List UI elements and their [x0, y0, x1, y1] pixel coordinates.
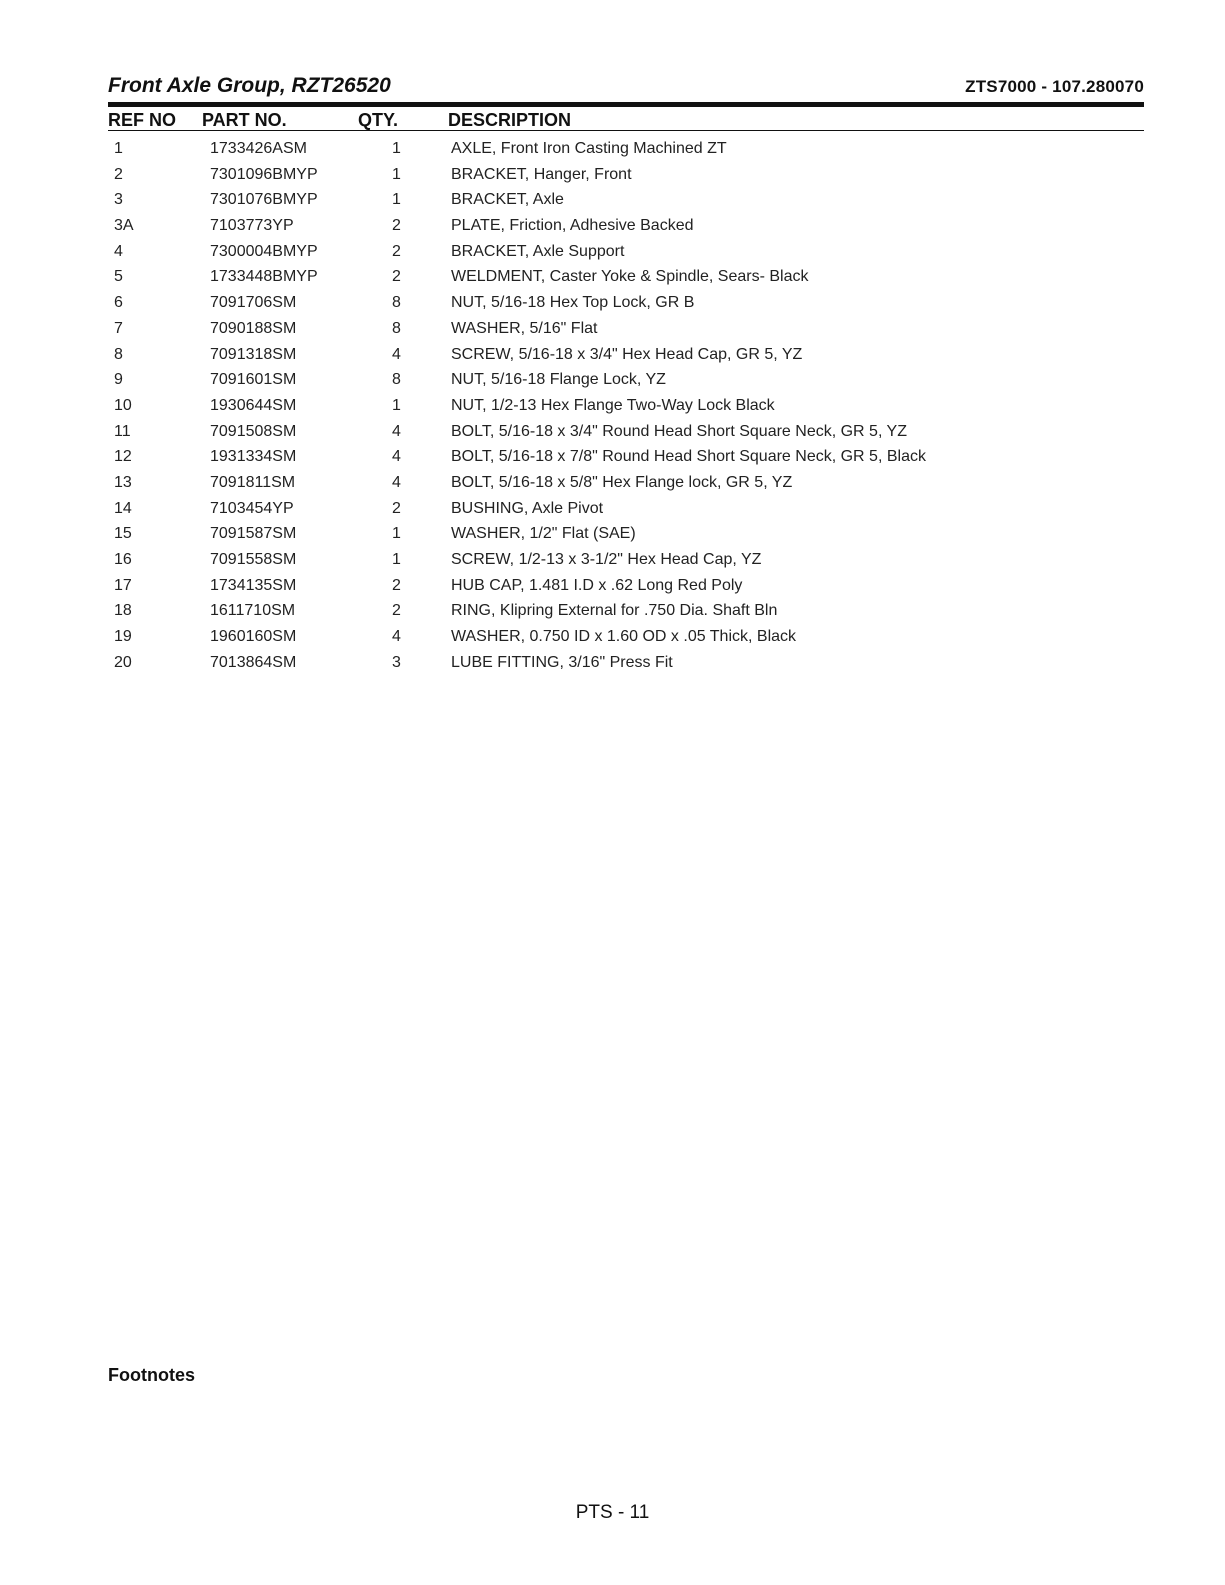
description-cell: BUSHING, Axle Pivot: [451, 499, 604, 517]
table-row: [108, 138, 1144, 164]
description-cell: BRACKET, Axle: [451, 191, 564, 209]
qty-cell: 1: [392, 396, 401, 414]
part-no-cell: 7091558SM: [210, 551, 297, 568]
description-cell: BOLT, 5/16-18 x 5/8" Hex Flange lock, GR 5, YZ: [451, 473, 793, 491]
ref-no-cell: 17: [114, 576, 132, 594]
description-cell: BOLT, 5/16-18 x 3/4" Round Head Short Square Neck, GR 5, YZ: [451, 422, 907, 440]
qty-cell: 2: [392, 499, 401, 517]
part-no-cell: 7091508SM: [210, 422, 297, 440]
description-cell: NUT, 1/2-13 Hex Flange Two-Way Lock Black: [451, 396, 775, 414]
part-no-cell: 7091601SM: [210, 371, 297, 389]
description-cell: BOLT, 5/16-18 x 7/8" Round Head Short Square Neck, GR 5, Black: [451, 448, 926, 466]
footnotes-label: Footnotes: [108, 1365, 195, 1385]
qty-cell: 2: [392, 602, 401, 620]
qty-cell: 1: [392, 191, 401, 209]
description-cell: WASHER, 5/16" Flat: [451, 319, 598, 337]
table-row: [108, 318, 1144, 344]
parts-table: [108, 138, 1144, 677]
table-row: [108, 421, 1144, 447]
table-row: [108, 652, 1144, 678]
ref-no-cell: 6: [114, 294, 123, 312]
ref-no-cell: 5: [114, 268, 123, 286]
table-row: [108, 241, 1144, 267]
description-cell: BRACKET, Hanger, Front: [451, 165, 632, 183]
table-row: [108, 626, 1144, 652]
ref-no-cell: 4: [114, 242, 123, 260]
table-row: [108, 549, 1144, 575]
description-cell: WASHER, 1/2" Flat (SAE): [451, 525, 636, 543]
qty-cell: 2: [392, 217, 401, 235]
page-header: [108, 74, 1144, 104]
table-row: [108, 266, 1144, 292]
ref-no-cell: 11: [114, 422, 131, 440]
ref-no-cell: 16: [114, 551, 132, 568]
ref-no-cell: 2: [114, 165, 123, 183]
description-cell: LUBE FITTING, 3/16" Press Fit: [451, 653, 673, 671]
header-divider: [108, 102, 1144, 107]
table-row: [108, 369, 1144, 395]
qty-cell: 1: [392, 551, 401, 568]
ref-no-cell: 7: [114, 319, 123, 337]
description-cell: AXLE, Front Iron Casting Machined ZT: [451, 140, 727, 157]
part-no-cell: 7091811SM: [210, 473, 296, 491]
table-row: [108, 600, 1144, 626]
qty-cell: 3: [392, 653, 401, 671]
qty-cell: 4: [392, 422, 401, 440]
description-cell: SCREW, 5/16-18 x 3/4" Hex Head Cap, GR 5, YZ: [451, 345, 803, 363]
table-row: [108, 189, 1144, 215]
description-cell: WELDMENT, Caster Yoke & Spindle, Sears- Black: [451, 268, 809, 286]
part-no-cell: 7091587SM: [210, 525, 297, 543]
table-row: [108, 498, 1144, 524]
ref-no-cell: 8: [114, 345, 123, 363]
part-no-cell: 1960160SM: [210, 628, 297, 646]
ref-no-cell: 13: [114, 473, 132, 491]
part-no-cell: 1931334SM: [210, 448, 297, 466]
description-cell: PLATE, Friction, Adhesive Backed: [451, 217, 694, 235]
description-cell: HUB CAP, 1.481 I.D x .62 Long Red Poly: [451, 576, 743, 594]
ref-no-cell: 19: [114, 628, 132, 646]
table-row: [108, 575, 1144, 601]
table-row: [108, 395, 1144, 421]
qty-cell: 4: [392, 473, 401, 491]
part-no-cell: 7091706SM: [210, 294, 297, 312]
qty-cell: 2: [392, 268, 401, 286]
part-no-cell: 1734135SM: [210, 576, 297, 594]
table-row: [108, 164, 1144, 190]
column-header-qty: QTY.: [358, 110, 399, 130]
description-cell: NUT, 5/16-18 Flange Lock, YZ: [451, 371, 666, 389]
qty-cell: 2: [392, 576, 401, 594]
part-no-cell: 1611710SM: [210, 602, 296, 620]
column-header-description: DESCRIPTION: [448, 110, 572, 130]
table-row: [108, 215, 1144, 241]
part-no-cell: 7013864SM: [210, 653, 297, 671]
part-no-cell: 7103454YP: [210, 499, 294, 517]
part-no-cell: 7091318SM: [210, 345, 297, 363]
column-header-divider: [108, 130, 1144, 131]
part-no-cell: 7301096BMYP: [210, 165, 318, 183]
column-header-ref-no: REF NO: [108, 110, 177, 130]
document-title: Front Axle Group, RZT26520: [108, 74, 391, 97]
qty-cell: 8: [392, 319, 401, 337]
description-cell: RING, Klipring External for .750 Dia. Shaft Bln: [451, 602, 778, 620]
ref-no-cell: 1: [114, 140, 123, 157]
description-cell: BRACKET, Axle Support: [451, 242, 625, 260]
qty-cell: 4: [392, 628, 401, 646]
part-no-cell: 1733426ASM: [210, 140, 307, 157]
part-no-cell: 7103773YP: [210, 217, 294, 235]
column-header-part-no: PART NO.: [202, 110, 287, 130]
part-no-cell: 1733448BMYP: [210, 268, 318, 286]
ref-no-cell: 10: [114, 396, 132, 414]
table-row: [108, 292, 1144, 318]
qty-cell: 1: [392, 140, 401, 157]
ref-no-cell: 15: [114, 525, 132, 543]
table-row: [108, 446, 1144, 472]
part-no-cell: 7301076BMYP: [210, 191, 318, 209]
ref-no-cell: 12: [114, 448, 132, 466]
qty-cell: 8: [392, 371, 401, 389]
table-row: [108, 523, 1144, 549]
part-no-cell: 1930644SM: [210, 396, 297, 414]
page-number: PTS - 11: [575, 1502, 650, 1523]
part-no-cell: 7090188SM: [210, 319, 297, 337]
ref-no-cell: 20: [114, 653, 132, 671]
ref-no-cell: 14: [114, 499, 132, 517]
table-row: [108, 472, 1144, 498]
qty-cell: 1: [392, 525, 401, 543]
qty-cell: 8: [392, 294, 401, 312]
description-cell: WASHER, 0.750 ID x 1.60 OD x .05 Thick, Black: [451, 628, 797, 646]
ref-no-cell: 3: [114, 191, 123, 209]
ref-no-cell: 9: [114, 371, 123, 389]
ref-no-cell: 3A: [114, 217, 134, 235]
qty-cell: 1: [392, 165, 401, 183]
table-header: [108, 110, 1144, 132]
table-row: [108, 344, 1144, 370]
ref-no-cell: 18: [114, 602, 132, 620]
description-cell: SCREW, 1/2-13 x 3-1/2" Hex Head Cap, YZ: [451, 551, 762, 568]
qty-cell: 4: [392, 448, 401, 466]
qty-cell: 4: [392, 345, 401, 363]
part-no-cell: 7300004BMYP: [210, 242, 318, 260]
qty-cell: 2: [392, 242, 401, 260]
description-cell: NUT, 5/16-18 Hex Top Lock, GR B: [451, 294, 695, 312]
model-number: ZTS7000 - 107.280070: [965, 77, 1144, 96]
